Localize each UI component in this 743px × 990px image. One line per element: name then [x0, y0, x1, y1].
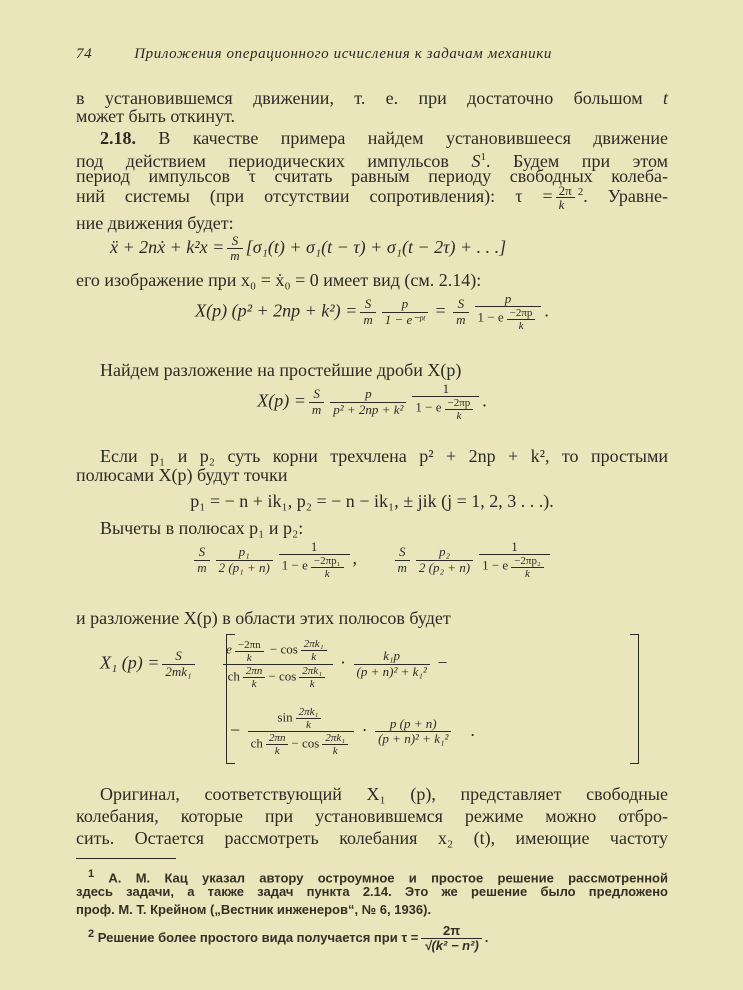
math-part: 2πn: [243, 665, 266, 678]
fraction: [235, 639, 264, 664]
fraction: [296, 706, 322, 731]
math-part: X(p) =: [257, 390, 306, 411]
math-part: ch: [250, 735, 263, 751]
fraction: [223, 638, 332, 690]
math-part: 1 − e: [415, 399, 442, 415]
fraction: [556, 184, 575, 211]
math-part: k: [525, 568, 530, 581]
math-part: m: [197, 559, 207, 575]
fraction: [421, 924, 481, 954]
fraction: [243, 665, 266, 690]
fraction: [301, 638, 327, 663]
math-part: −: [230, 719, 241, 740]
math-part: −: [437, 652, 448, 673]
fraction: [479, 540, 550, 580]
fraction: [507, 307, 536, 332]
footnote-1-line: проф. М. Т. Крейном („Вестник инженеров“, № 6, 1936).: [76, 902, 432, 917]
math-part: −2πn: [235, 639, 264, 652]
math-part: .: [484, 930, 489, 946]
text-line: [76, 182, 668, 211]
math-part: k: [311, 651, 317, 664]
math-part: 1: [479, 540, 550, 555]
math-part: k₁p: [354, 649, 430, 664]
math-part: ний системы (при отсутствии сопротивления): τ =: [76, 186, 553, 206]
math-part: t: [663, 88, 669, 108]
equation-2: [76, 292, 668, 332]
math-part: p: [382, 297, 428, 312]
fraction: [299, 665, 325, 690]
fraction: [194, 545, 209, 575]
running-header: [76, 46, 552, 63]
math-part: 1: [279, 540, 350, 555]
fraction: [311, 555, 344, 580]
math-part: [279, 555, 350, 580]
math-part: [248, 706, 354, 732]
math-part: [412, 397, 479, 422]
math-part: 2mk₁: [165, 663, 192, 679]
math-part: S: [360, 297, 375, 312]
text-line: полюсами X(p) будут точки: [76, 465, 288, 485]
fraction: [354, 649, 430, 679]
section-number: 2.18.: [100, 128, 136, 148]
math-part: k: [306, 719, 311, 732]
fraction: [279, 540, 350, 580]
text-line: колебания, которые при установившемся режиме можно отбро-: [76, 806, 668, 826]
math-part: S: [162, 649, 194, 664]
math-part: .: [544, 300, 549, 321]
math-part: m: [311, 401, 322, 417]
fraction: [162, 649, 194, 679]
math-part: ẍ + 2nẋ + k²x =: [110, 236, 225, 257]
math-part: под действием периодических импульсов: [76, 151, 449, 171]
math-part: [223, 665, 332, 690]
math-part: 2πk₁: [296, 706, 322, 719]
text-line: Если p₁ и p₂ суть корни трехчлена p² + 2np + k², то простыми: [100, 446, 668, 466]
math-part: [223, 638, 332, 665]
math-part: 1 − e⁻ᵖᵗ: [384, 311, 425, 327]
math-part: (p + n)² + k₁²: [378, 731, 449, 747]
page-number: 74: [76, 46, 93, 62]
footnote-2: [76, 924, 680, 954]
math-part: 2πk₁: [299, 665, 325, 678]
math-part: 2π: [556, 184, 575, 198]
math-part: 1: [88, 868, 95, 880]
math-part: [479, 555, 550, 580]
math-part: 2 (p₁ + n): [218, 559, 270, 575]
math-part: −2πp: [445, 397, 474, 410]
math-part: k: [246, 652, 252, 665]
text-line: его изображение при x₀ = ẋ₀ = 0 имеет вид (см. 2.14):: [76, 270, 482, 290]
residue-p1: [191, 539, 357, 581]
math-part: (p + n)² + k₁²: [356, 663, 427, 679]
equation-big-line2: [230, 706, 743, 757]
math-part: p: [475, 292, 542, 307]
math-part: p: [330, 387, 406, 402]
fraction: [227, 234, 242, 264]
math-part: в установившемся движении, т. е. при достаточно большом: [76, 88, 643, 108]
math-part: 2πk₁: [301, 638, 327, 651]
math-part: 2 (p₂ + n): [418, 559, 471, 575]
math-part: . Будем при этом: [485, 151, 669, 171]
math-part: −2πp₁: [311, 555, 344, 568]
text-line: может быть откинут.: [76, 106, 235, 126]
math-part: k: [324, 568, 330, 581]
math-part: S: [309, 387, 324, 402]
math-part: −2πp₂: [511, 555, 544, 568]
fraction: [360, 297, 375, 327]
math-part: p₂: [416, 545, 473, 560]
footnote-ref[interactable]: 1: [480, 151, 486, 163]
text-line: ние движения будет:: [76, 213, 234, 233]
fraction: [322, 732, 348, 757]
math-part: − cos: [291, 735, 320, 751]
math-part: ·: [340, 652, 347, 673]
fraction: [445, 397, 474, 422]
math-part: А. М. Кац указал автору остроумное и простое решение рассмотренной: [108, 870, 668, 886]
fraction: [453, 297, 468, 327]
fraction: [395, 545, 410, 575]
running-title: Приложения операционного исчисления к задачам механики: [134, 46, 552, 62]
math-part: 1 − e: [281, 557, 308, 573]
text-line: [76, 128, 668, 148]
residue-p2: [392, 539, 553, 581]
fraction: [216, 545, 273, 575]
footnote-divider: [76, 858, 176, 859]
math-part: =: [435, 300, 446, 321]
fraction: [416, 545, 473, 575]
fraction: [382, 297, 428, 327]
math-part: k: [558, 197, 565, 213]
math-part: 1 − e: [482, 557, 509, 573]
math-part: S: [194, 545, 209, 560]
math-part: −2πp: [507, 307, 536, 320]
math-part: S: [471, 151, 481, 171]
math-part: 2πn: [266, 732, 289, 745]
math-part: sin: [277, 709, 293, 725]
math-part: k: [332, 745, 338, 758]
text-line: Вычеты в полюсах p₁ и p₂:: [100, 518, 304, 538]
math-part: Решение более простого вида получается при τ =: [97, 930, 419, 946]
text-line: и разложение X(p) в области этих полюсов будет: [76, 608, 451, 628]
equation-3: [76, 382, 668, 422]
equation-residues: [76, 540, 668, 580]
math-part: 2πk₁: [322, 732, 348, 745]
fraction: [412, 382, 479, 422]
math-part: m: [363, 311, 373, 327]
math-part: k: [518, 320, 524, 333]
math-part: ,: [352, 548, 357, 569]
math-part: − cos: [268, 668, 297, 684]
math-part: X(p) (p² + 2np + k²) =: [195, 300, 358, 321]
math-part: ·: [361, 719, 368, 740]
text-line: сить. Остается рассмотреть колебания x₂ (t), имеющие частоту: [76, 828, 668, 848]
fraction: [248, 706, 354, 757]
fraction: [309, 387, 324, 417]
math-part: m: [230, 248, 240, 264]
math-part: S: [227, 234, 242, 249]
text-line: Найдем разложение на простейшие дроби X(p): [100, 360, 462, 380]
math-part: 2: [88, 927, 95, 940]
text-line: [76, 88, 668, 108]
math-part: . Уравне-: [583, 186, 668, 206]
math-part: e: [226, 641, 232, 657]
text-line: Оригинал, соответствующий X₁ (p), представляет свободные: [100, 784, 668, 804]
math-part: [σ₁(t) + σ₁(t − τ) + σ₁(t − 2τ) + . . .]: [245, 236, 507, 257]
math-part: p² + 2np + k²: [333, 401, 404, 417]
math-part: .: [482, 390, 487, 411]
equation-poles: p₁ = − n + ik₁, p₂ = − n − ik₁, ± jik (j = 1, 2, 3 . . .).: [190, 491, 554, 511]
fraction: [375, 717, 451, 747]
equation-big-line1: [100, 638, 692, 690]
math-part: p₁: [216, 545, 273, 560]
footnote-1-line: здесь задачи, а также задач пункта 2.14. Это же решение было предложено: [76, 884, 668, 899]
math-part: .: [470, 719, 475, 740]
math-part: √(k² − n²): [424, 938, 479, 954]
math-part: ch: [227, 668, 240, 684]
fraction: [511, 555, 544, 580]
math-part: m: [456, 311, 466, 327]
equation-1: [110, 234, 702, 264]
math-part: S: [395, 545, 410, 560]
math-part: k: [456, 410, 462, 423]
fraction: [266, 732, 289, 757]
math-part: 1 − e: [477, 309, 504, 325]
math-part: 2π: [421, 924, 481, 939]
math-part: k: [274, 745, 280, 758]
math-part: S: [453, 297, 468, 312]
fraction: [330, 387, 406, 417]
fraction: [475, 292, 542, 332]
math-part: 1: [412, 382, 479, 397]
footnote-ref[interactable]: 2: [577, 186, 584, 198]
math-part: X₁ (p) =: [100, 652, 160, 673]
math-part: k: [309, 678, 315, 691]
math-part: [475, 307, 542, 332]
math-part: [248, 732, 354, 757]
math-part: p (p + n): [375, 717, 451, 732]
text-line: период импульсов τ считать равным периоду свободных колеба-: [76, 166, 668, 186]
math-part: m: [397, 559, 407, 575]
math-part: − cos: [269, 641, 298, 657]
math-part: k: [251, 678, 257, 691]
math-part: В качестве примера найдем установившееся движение: [158, 128, 668, 148]
